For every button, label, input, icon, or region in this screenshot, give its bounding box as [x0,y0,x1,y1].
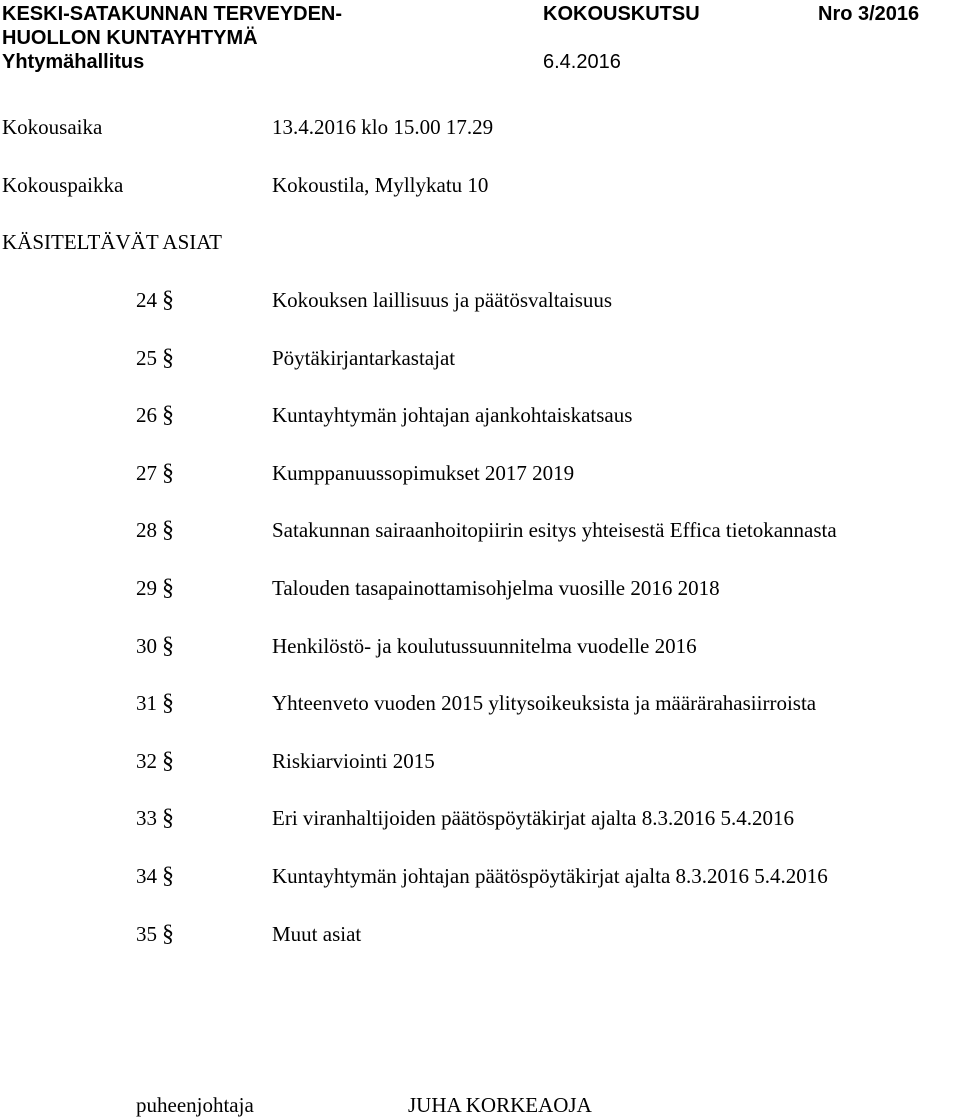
agenda-item-number: 31 [136,691,157,715]
agenda-item-number: 25 [136,346,157,370]
document-type: KOKOUSKUTSU [543,3,700,25]
section-sign-icon: § [162,748,174,774]
agenda-item-title: Yhteenveto vuoden 2015 ylitysoikeuksista ja määrärahasiirroista [272,691,817,715]
agenda-item [0,517,960,547]
agenda-item-title: Satakunnan sairaanhoitopiirin esitys yhteisestä Effica tietokannasta [272,518,837,542]
agenda-item [0,921,960,951]
meeting-place-label: Kokouspaikka [2,173,124,197]
section-sign-icon: § [162,345,174,371]
agenda-item [0,575,960,605]
agenda-heading: KÄSITELTÄVÄT ASIAT [2,230,222,254]
agenda-item-number: 30 [136,634,157,658]
section-sign-icon: § [162,633,174,659]
agenda-item-number: 34 [136,864,157,888]
agenda-item-number: 32 [136,749,157,773]
agenda-item [0,748,960,778]
agenda-item [0,460,960,490]
section-sign-icon: § [162,460,174,486]
signature-role: puheenjohtaja [136,1093,254,1117]
meeting-time-label: Kokousaika [2,115,103,139]
signature-name: JUHA KORKEAOJA [408,1093,592,1117]
agenda-item-title: Muut asiat [272,922,362,946]
agenda-item-title: Kuntayhtymän johtajan päätöspöytäkirjat ajalta 8.3.2016 5.4.2016 [272,864,828,888]
agenda-item [0,345,960,375]
section-sign-icon: § [162,921,174,947]
meeting-time-value: 13.4.2016 klo 15.00 17.29 [272,115,494,139]
agenda-item-number: 35 [136,922,157,946]
section-sign-icon: § [162,863,174,889]
agenda-item [0,863,960,893]
agenda-item [0,690,960,720]
section-sign-icon: § [162,287,174,313]
agenda-item-number: 33 [136,806,157,830]
organization-name-line2: HUOLLON KUNTAYHTYMÄ [2,27,258,49]
agenda-item-title: Kuntayhtymän johtajan ajankohtaiskatsaus [272,403,633,427]
agenda-item-title: Talouden tasapainottamisohjelma vuosille 2016 2018 [272,576,720,600]
agenda-item [0,402,960,432]
meeting-place-value: Kokoustila, Myllykatu 10 [272,173,489,197]
document-date: 6.4.2016 [543,51,621,73]
section-sign-icon: § [162,402,174,428]
agenda-item-title: Kokouksen laillisuus ja päätösvaltaisuus [272,288,613,312]
agenda-item-number: 27 [136,461,157,485]
agenda-item [0,633,960,663]
section-sign-icon: § [162,805,174,831]
section-sign-icon: § [162,690,174,716]
agenda-item-number: 26 [136,403,157,427]
organization-name-line1: KESKI-SATAKUNNAN TERVEYDEN- [2,3,343,25]
agenda-item-title: Kumppanuussopimukset 2017 2019 [272,461,575,485]
agenda-item-title: Riskiarviointi 2015 [272,749,435,773]
agenda-item-title: Henkilöstö- ja koulutussuunnitelma vuodelle 2016 [272,634,697,658]
section-sign-icon: § [162,517,174,543]
agenda-item-number: 24 [136,288,157,312]
agenda-item-number: 28 [136,518,157,542]
document-number: Nro 3/2016 [818,3,920,25]
agenda-item-number: 29 [136,576,157,600]
agenda-item [0,805,960,835]
agenda-item-title: Eri viranhaltijoiden päätöspöytäkirjat ajalta 8.3.2016 5.4.2016 [272,806,794,830]
section-sign-icon: § [162,575,174,601]
governing-body-name: Yhtymähallitus [2,51,145,73]
agenda-item [0,287,960,317]
agenda-item-title: Pöytäkirjantarkastajat [272,346,456,370]
